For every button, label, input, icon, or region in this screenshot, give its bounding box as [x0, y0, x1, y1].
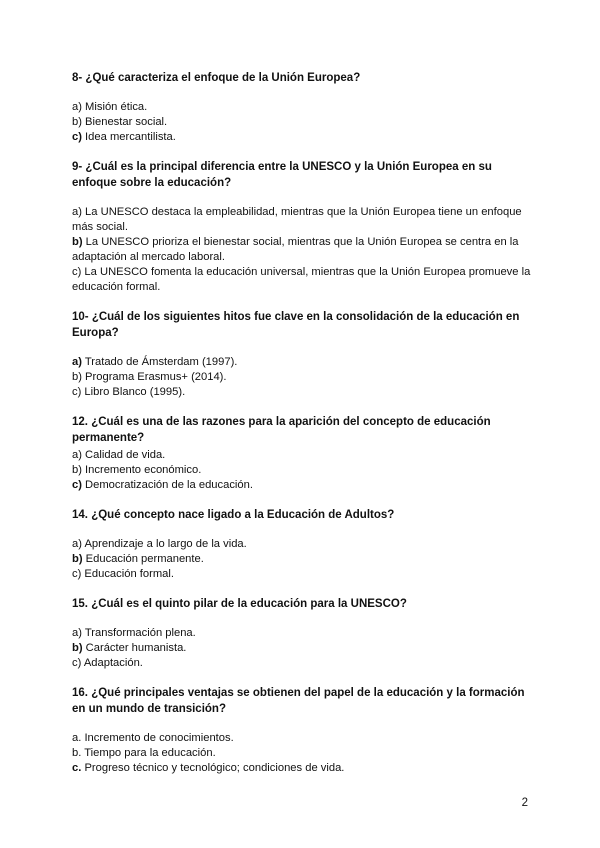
option-letter: a. [72, 732, 82, 744]
answer-option [72, 448, 532, 463]
answer-option [72, 115, 532, 130]
option-letter: a) [72, 356, 82, 368]
question-text: ¿Qué principales ventajas se obtienen del papel de la educación y la formación en un mundo de transición? [72, 687, 525, 715]
answer-option [72, 355, 532, 370]
question-block [72, 685, 532, 776]
answer-option [72, 761, 532, 776]
question-number: 9- [72, 161, 83, 173]
answer-option [72, 205, 532, 235]
options-list [72, 100, 532, 145]
option-text: Educación permanente. [82, 553, 204, 565]
option-letter: c) [72, 386, 82, 398]
question-number: 8- [72, 72, 83, 84]
answer-option [72, 370, 532, 385]
option-letter: b) [72, 116, 82, 128]
question-block [72, 596, 532, 685]
option-letter: b. [72, 747, 82, 759]
option-text: Bienestar social. [81, 116, 168, 128]
option-letter: b) [72, 236, 83, 248]
question-heading [72, 596, 532, 612]
option-letter: b) [72, 371, 82, 383]
question-number: 14. [72, 509, 88, 521]
answer-option [72, 100, 532, 115]
question-text: ¿Qué caracteriza el enfoque de la Unión Europea? [82, 72, 361, 84]
answer-option [72, 130, 532, 145]
answer-option [72, 641, 532, 656]
option-text: Misión ética. [81, 101, 148, 113]
question-text: ¿Cuál de los siguientes hitos fue clave en la consolidación de la educación en Europa? [72, 311, 520, 339]
question-text: ¿Qué concepto nace ligado a la Educación de Adultos? [88, 509, 395, 521]
option-letter: b) [72, 553, 83, 565]
option-text: Tratado de Ámsterdam (1997). [81, 356, 238, 368]
question-number: 16. [72, 687, 88, 699]
option-letter: c) [72, 131, 82, 143]
question-heading [72, 159, 532, 191]
option-text: Adaptación. [81, 657, 143, 669]
options-list [72, 537, 532, 582]
question-heading [72, 414, 532, 446]
option-letter: a) [72, 206, 82, 218]
option-text: Libro Blanco (1995). [81, 386, 186, 398]
answer-option [72, 656, 532, 671]
question-number: 12. [72, 416, 88, 428]
question-block [72, 309, 532, 414]
question-heading [72, 507, 532, 523]
option-letter: a) [72, 449, 82, 461]
options-list [72, 731, 532, 776]
answer-option [72, 463, 532, 478]
question-text: ¿Cuál es el quinto pilar de la educación para la UNESCO? [88, 598, 407, 610]
options-list [72, 205, 532, 295]
options-list [72, 448, 532, 493]
option-text: Idea mercantilista. [81, 131, 176, 143]
question-block [72, 70, 532, 159]
answer-option [72, 731, 532, 746]
option-text: Transformación plena. [81, 627, 196, 639]
question-heading [72, 309, 532, 341]
question-text: ¿Cuál es una de las razones para la aparición del concepto de educación permanente? [72, 416, 491, 444]
option-text: La UNESCO prioriza el bienestar social, mientras que la Unión Europea se centra en la adaptación al mercado laboral. [72, 236, 519, 263]
question-heading [72, 70, 532, 86]
answer-option [72, 235, 532, 265]
question-number: 10- [72, 311, 89, 323]
option-letter: a) [72, 538, 82, 550]
option-text: Programa Erasmus+ (2014). [81, 371, 227, 383]
option-letter: b) [72, 464, 82, 476]
option-letter: c) [72, 568, 82, 580]
option-letter: c) [72, 479, 82, 491]
option-letter: b) [72, 642, 83, 654]
option-text: La UNESCO fomenta la educación universal, mientras que la Unión Europea promueve la educación formal. [72, 266, 531, 293]
answer-option [72, 537, 532, 552]
option-letter: a) [72, 627, 82, 639]
options-list [72, 355, 532, 400]
answer-option [72, 746, 532, 761]
question-block [72, 159, 532, 309]
options-list [72, 626, 532, 671]
option-letter: c) [72, 657, 82, 669]
answer-option [72, 552, 532, 567]
answer-option [72, 385, 532, 400]
option-text: Progreso técnico y tecnológico; condiciones de vida. [81, 762, 345, 774]
question-number: 15. [72, 598, 88, 610]
option-text: Aprendizaje a lo largo de la vida. [81, 538, 247, 550]
option-letter: c. [72, 762, 82, 774]
option-letter: a) [72, 101, 82, 113]
question-text: ¿Cuál es la principal diferencia entre la UNESCO y la Unión Europea en su enfoque sobre la educación? [72, 161, 492, 189]
page-number: 2 [521, 797, 528, 809]
answer-option [72, 626, 532, 641]
option-text: Educación formal. [81, 568, 174, 580]
document-body [72, 70, 532, 776]
answer-option [72, 567, 532, 582]
option-text: Democratización de la educación. [81, 479, 253, 491]
question-block [72, 507, 532, 596]
option-text: La UNESCO destaca la empleabilidad, mientras que la Unión Europea tiene un enfoque más social. [72, 206, 522, 233]
option-letter: c) [72, 266, 82, 278]
option-text: Tiempo para la educación. [81, 747, 216, 759]
question-heading [72, 685, 532, 717]
option-text: Incremento económico. [81, 464, 202, 476]
question-block [72, 414, 532, 507]
option-text: Incremento de conocimientos. [81, 732, 234, 744]
option-text: Calidad de vida. [81, 449, 166, 461]
option-text: Carácter humanista. [82, 642, 187, 654]
answer-option [72, 265, 532, 295]
answer-option [72, 478, 532, 493]
